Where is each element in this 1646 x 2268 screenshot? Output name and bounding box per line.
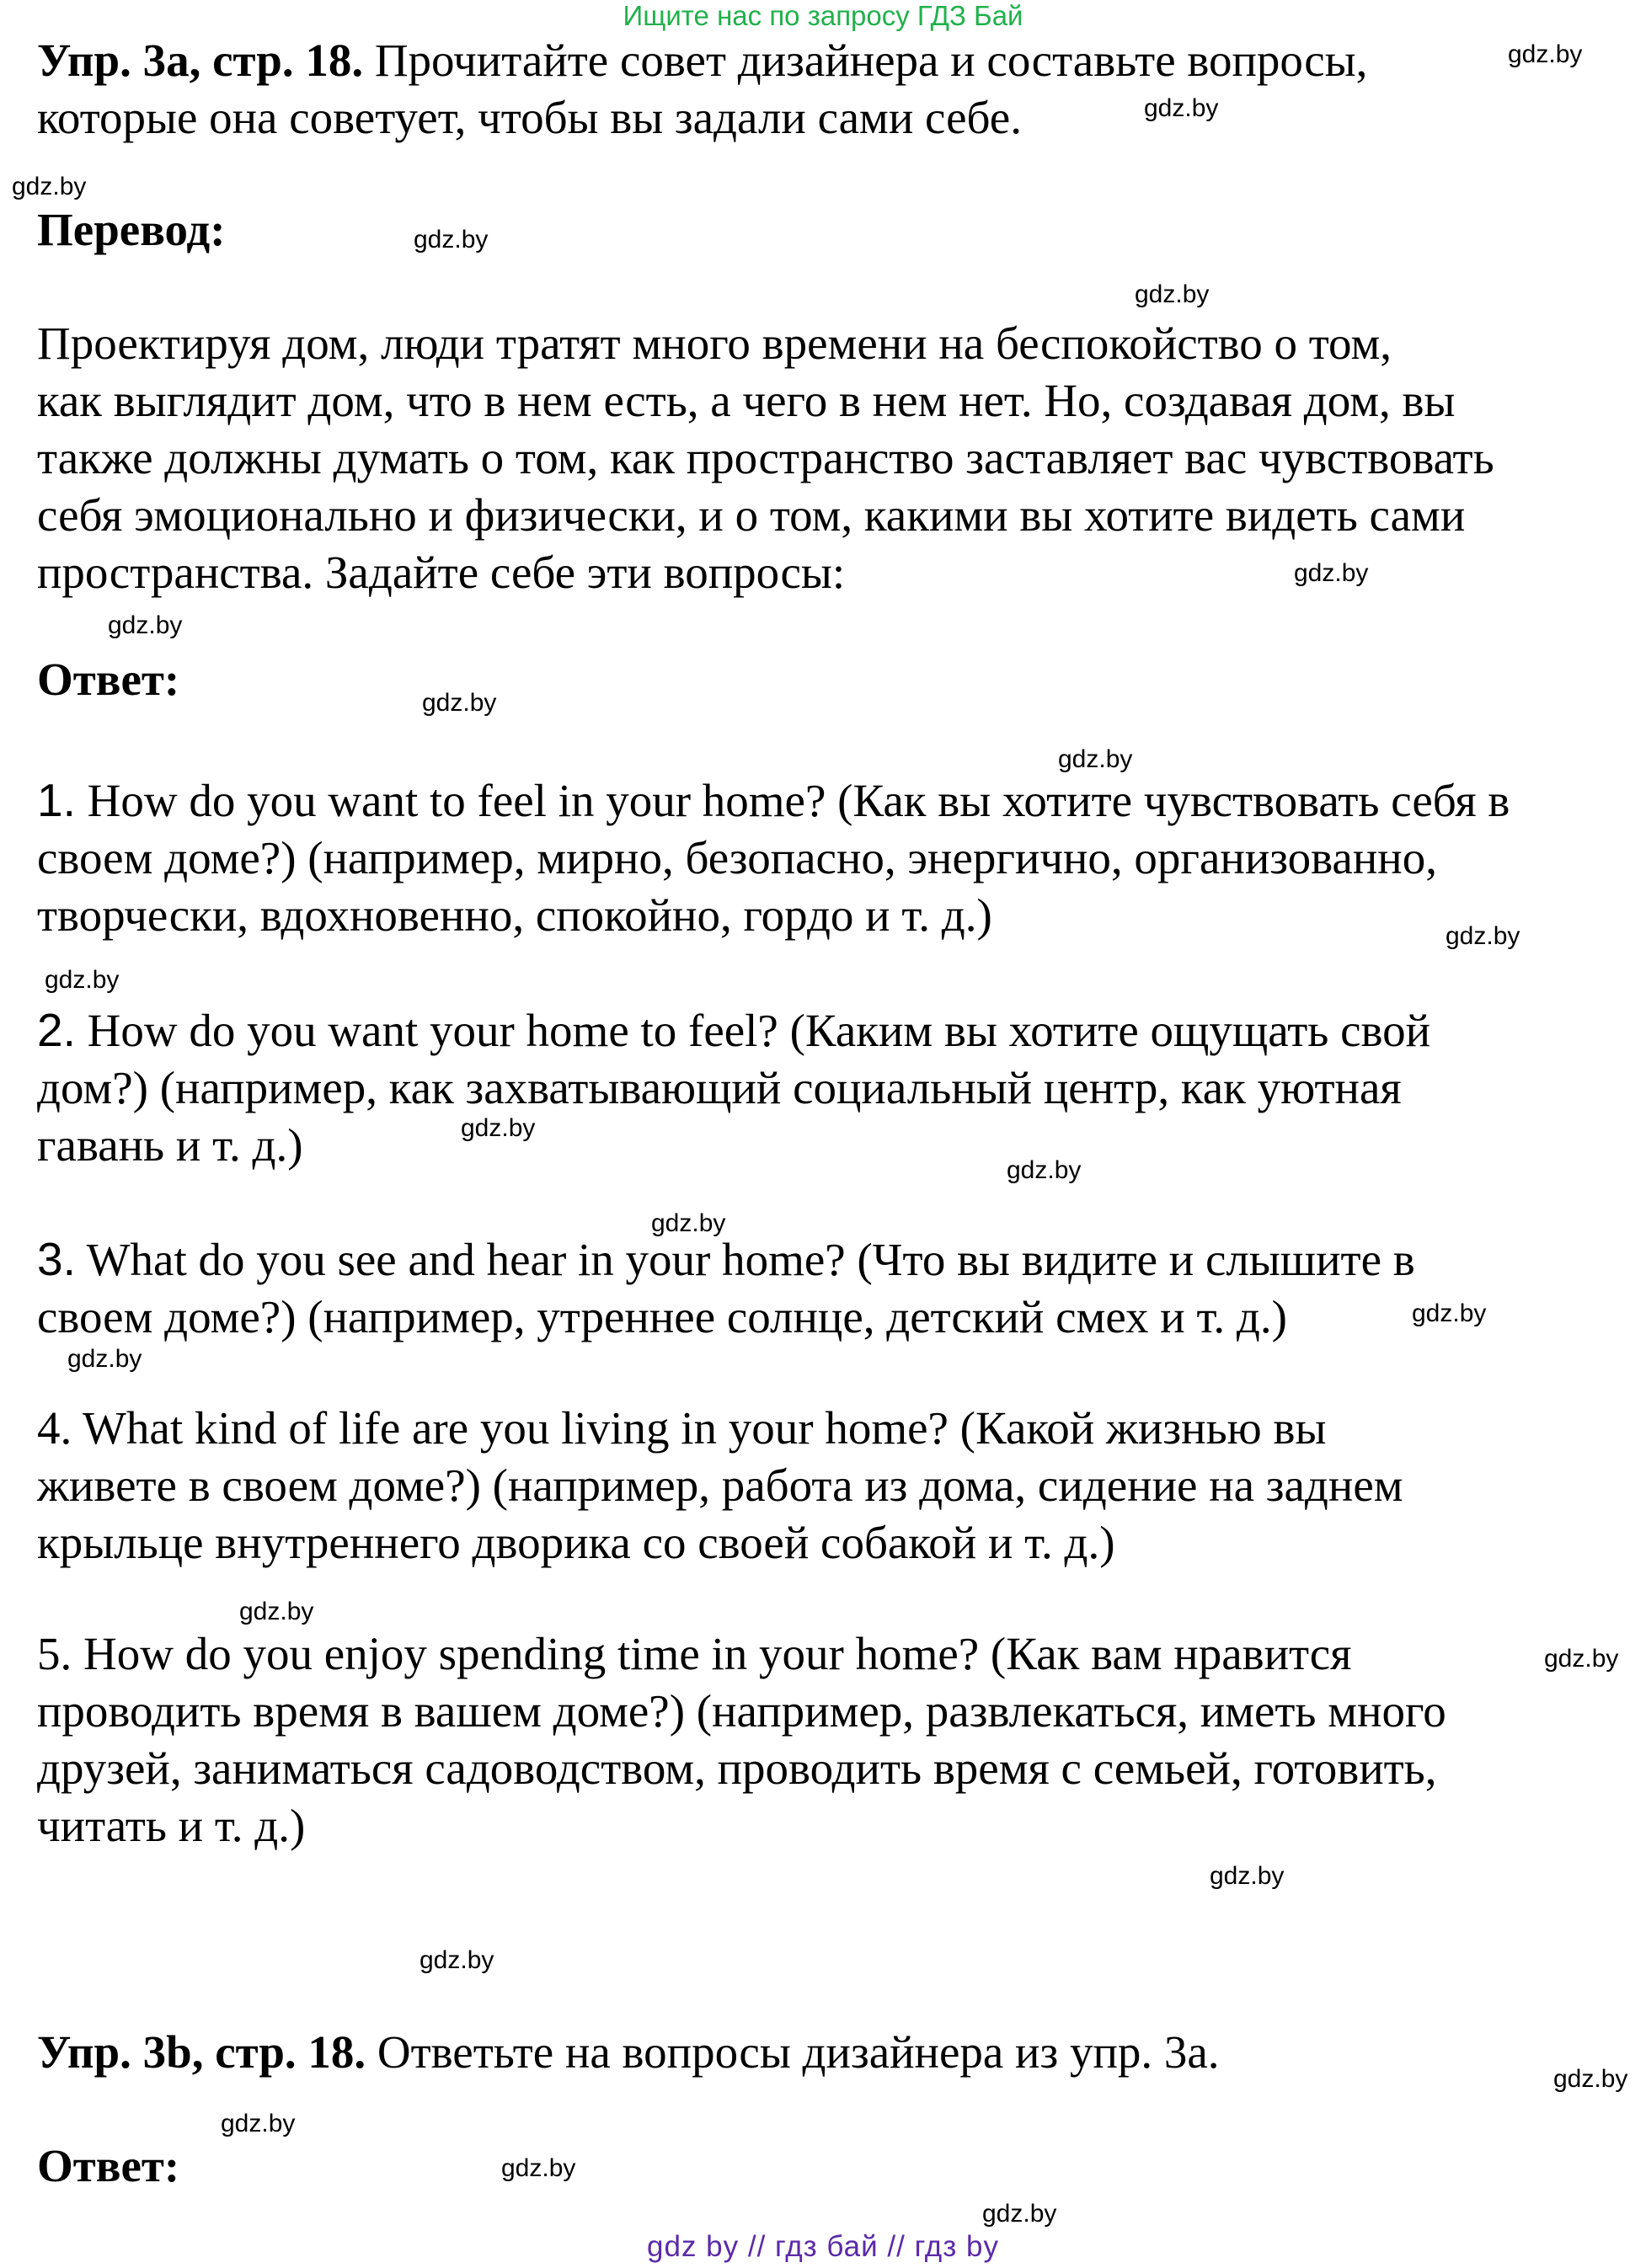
- translation-paragraph: [37, 315, 1621, 601]
- item-line: What kind of life are you living in your home? (Какой жизнью вы: [72, 1402, 1327, 1454]
- bottom-banner: gdz by // гдз бай // гдз by: [647, 2230, 999, 2263]
- answer-heading: Ответ:: [37, 654, 180, 705]
- exercise-3a-title: Упр. 3а, стр. 18.: [37, 35, 364, 86]
- answer-item-1: [37, 771, 1621, 944]
- exercise-3a-task: [37, 32, 1621, 147]
- watermark: gdz.by: [108, 611, 183, 639]
- watermark: gdz.by: [420, 1946, 494, 1974]
- item-line: дом?) (например, как захватывающий социальный центр, как уютная: [37, 1062, 1402, 1113]
- translation-heading: Перевод:: [37, 204, 226, 255]
- item-line: крыльце внутреннего дворика со своей собакой и т. д.): [37, 1517, 1115, 1568]
- watermark: gdz.by: [1508, 40, 1583, 68]
- exercise-3a-task-line-2: которые она советует, чтобы вы задали сами себе.: [37, 92, 1022, 143]
- watermark: gdz.by: [651, 1209, 726, 1237]
- watermark: gdz.by: [67, 1345, 142, 1373]
- item-line: друзей, заниматься садоводством, проводить время с семьей, готовить,: [37, 1742, 1437, 1794]
- watermark: gdz.by: [1007, 1156, 1082, 1184]
- translation-line: также должны думать о том, как пространство заставляет вас чувствовать: [37, 432, 1494, 483]
- item-line: гавань и т. д.): [37, 1119, 303, 1171]
- top-banner: Ищите нас по запросу ГДЗ Бай: [623, 0, 1023, 31]
- watermark: gdz.by: [1412, 1299, 1487, 1327]
- item-line: How do you want your home to feel? (Каким вы хотите ощущать свой: [75, 1005, 1431, 1056]
- watermark: gdz.by: [239, 1598, 314, 1625]
- item-line: своем доме?) (например, мирно, безопасно, энергично, организованно,: [37, 832, 1437, 883]
- translation-line: пространства. Задайте себе эти вопросы:: [37, 547, 846, 598]
- watermark: gdz.by: [461, 1114, 536, 1142]
- answer-item-4: [37, 1400, 1621, 1572]
- watermark: gdz.by: [1544, 1645, 1619, 1673]
- watermark: gdz.by: [12, 173, 87, 200]
- watermark: gdz.by: [1553, 2065, 1628, 2093]
- exercise-3b-task: [37, 2024, 1621, 2081]
- translation-line: Проектируя дом, люди тратят много времени на беспокойство о том,: [37, 318, 1392, 369]
- item-number: 3.: [37, 1233, 76, 1285]
- exercise-3a-task-line-1: Прочитайте совет дизайнера и составьте вопросы,: [363, 35, 1368, 86]
- watermark: gdz.by: [1135, 280, 1210, 308]
- watermark: gdz.by: [1144, 94, 1219, 122]
- answer-item-5: [37, 1625, 1621, 1854]
- watermark: gdz.by: [501, 2154, 576, 2182]
- watermark: gdz.by: [982, 2200, 1057, 2228]
- item-number: 1.: [37, 774, 76, 826]
- item-line: творчески, вдохновенно, спокойно, гордо и т. д.): [37, 889, 992, 941]
- watermark: gdz.by: [1446, 922, 1520, 950]
- item-number: 4.: [37, 1402, 72, 1454]
- translation-line: себя эмоционально и физически, и о том, какими вы хотите видеть сами: [37, 489, 1466, 541]
- watermark: gdz.by: [1058, 745, 1133, 773]
- answer-item-3: [37, 1230, 1621, 1346]
- item-line: читать и т. д.): [37, 1800, 306, 1851]
- watermark: gdz.by: [221, 2110, 296, 2137]
- item-line: проводить время в вашем доме?) (например, развлекаться, иметь много: [37, 1685, 1446, 1737]
- watermark: gdz.by: [1210, 1862, 1285, 1890]
- watermark: gdz.by: [45, 966, 120, 994]
- answer-item-2: [37, 1001, 1621, 1174]
- watermark: gdz.by: [1294, 559, 1369, 587]
- item-line: своем доме?) (например, утреннее солнце, детский смех и т. д.): [37, 1291, 1287, 1342]
- exercise-3b-title: Упр. 3b, стр. 18.: [37, 2026, 366, 2078]
- watermark: gdz.by: [414, 226, 489, 253]
- translation-line: как выглядит дом, что в нем есть, а чего в нем нет. Но, создавая дом, вы: [37, 375, 1456, 426]
- item-line: How do you want to feel in your home? (Как вы хотите чувствовать себя в: [75, 775, 1510, 826]
- item-line: What do you see and hear in your home? (Что вы видите и слышите в: [75, 1234, 1415, 1285]
- watermark: gdz.by: [422, 689, 497, 717]
- exercise-3b-task-text: Ответьте на вопросы дизайнера из упр. 3а.: [366, 2026, 1220, 2078]
- item-line: How do you enjoy spending time in your home? (Как вам нравится: [72, 1628, 1352, 1679]
- item-line: живете в своем доме?) (например, работа из дома, сидение на заднем: [37, 1460, 1403, 1511]
- answer-3b-heading: Ответ:: [37, 2140, 180, 2191]
- item-number: 2.: [37, 1004, 76, 1056]
- item-number: 5.: [37, 1628, 72, 1679]
